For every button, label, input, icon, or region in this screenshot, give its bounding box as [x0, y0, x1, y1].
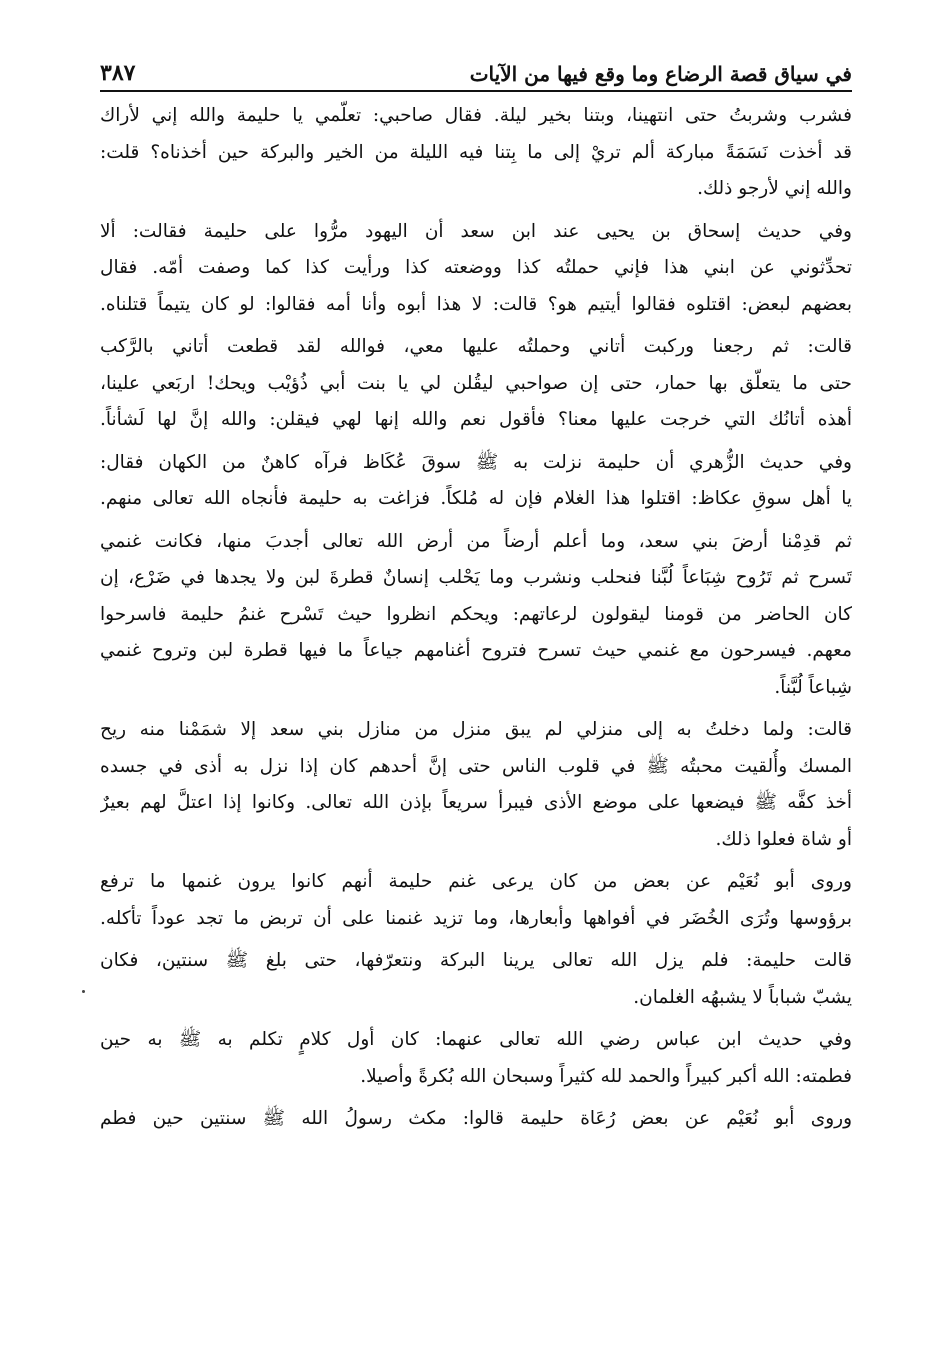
text-line: برؤوسها وتُرَى الخُضَر في أفواهها وأبعارها، وما تزيد غنمنا على أن تربض ما تجد عوداً تأكله. [100, 907, 852, 929]
paragraph [100, 864, 852, 937]
page-body [100, 98, 852, 1138]
text-line: وروى أبو نُعَيْم عن بعض من كان يرعى غنم حليمة أنهم كانوا يرون غنمها ما ترفع [100, 871, 852, 892]
text-line: حتى ما يتعلّق بها حمار، حتى إن صواحبي ليقُلن لي يا بنت أبي ذُؤيْب ويحك! اربَعي علينا، [100, 372, 852, 394]
text-line: شِباعاً لُبَّناً. [774, 676, 852, 698]
text-line: فطمته: الله أكبر كبيراً والحمد لله كثيراً وسبحان الله بُكرةً وأصيلا. [360, 1065, 852, 1087]
text-line: ثم قدِمْنا أرضَ بني سعد، وما أعلم أرضاً من أرض الله تعالى أجدبَ منها، فكانت غنمي [100, 530, 852, 552]
text-line: يا أهل سوقِ عكاظ: اقتلوا هذا الغلام فإن له مُلكاً. فزاغت به حليمة فأنجاه الله تعالى منهم. [100, 488, 852, 509]
text-line: بعضهم لبعض: اقتلوه فقالوا أيتيم هو؟ قالت: لا هذا أبوه وأنا أمه فقالوا: لو كان يتيماً قتلناه. [100, 293, 852, 315]
text-line: المسك وأُلقيت محبتُه ﷺ في قلوب الناس حتى إنَّ أحدهم كان إذا نزل به أذى في جسده [100, 755, 852, 777]
paragraph [100, 1101, 852, 1138]
text-line: تَسرح ثم تَرُوح شِبَاعاً لُبَّنا فنحلب ونشرب وما يَحْلب إنسانٌ قطرةَ لبن ولا يجدها في ضَرْع، إن [100, 567, 852, 588]
paragraph [100, 329, 852, 439]
text-line: معهم. فيسرحون مع غنمي حيث تسرح فتروح أغنامهم جياعاً ما فيها قطرة لبن وتروح غنمي [100, 640, 852, 661]
text-line: قالت: ولما دخلتُ به إلى منزلي لم يبق منزل من منازل بني سعد إلا شمَمْنا منه ريح [100, 719, 852, 740]
text-line: يشبّ شباباً لا يشبهُه الغلمان. [633, 986, 852, 1008]
text-line: تحدِّثوني عن ابني هذا فإني حملتُه كذا ووضعته كذا ورأيت كذا كما وصفت أمّه. فقال [100, 257, 852, 278]
paragraph [100, 98, 852, 208]
paragraph [100, 524, 852, 707]
text-line: قالت حليمة: فلم يزل الله تعالى يرينا البركة ونتعرّفها، حتى بلغ ﷺ سنتين، فكان [100, 950, 852, 971]
text-line: فشرب وشربتُ حتى انتهينا، وبتنا بخير ليلة. فقال صاحبي: تعلّمي يا حليمة والله إني لأراك [100, 105, 852, 126]
text-line: والله إني لأرجو ذلك. [697, 178, 852, 199]
paragraph [100, 445, 852, 518]
text-line: قالت: ثم رجعنا وركبت أتاني وحملتُه عليها معي، فوالله لقد قطعت أتاني بالرَّكب [100, 336, 852, 357]
text-line: وروى أبو نُعَيْم عن بعض رُعَاة حليمة قالوا: مكث رسولُ الله ﷺ سنتين حين فطم [100, 1108, 852, 1129]
running-header [100, 52, 852, 92]
paragraph [100, 1022, 852, 1095]
text-line: أهذه أتانُك التي خرجت عليها معنا؟ فأقول نعم والله إنها لهي فيقلن: والله إنَّ لها لَشأناً. [100, 409, 852, 430]
text-line: أخذ كفَّه ﷺ فيضعها على موضع الأذى فيبرأ سريعاً بإذن الله تعالى. وكانوا إذا اعتلَّ لهم بعيرٌ [100, 792, 852, 813]
text-line: كان الحاضر من قومنا ليقولون لرعاتهم: ويحكم انظروا حيث تَسْرح غنمُ حليمة فاسرحوا [100, 603, 852, 625]
paragraph [100, 712, 852, 858]
text-line: وفي حديث ابن عباس رضي الله تعالى عنهما: كان أول كلامٍ تكلم به ﷺ به حين [100, 1029, 852, 1050]
page-number: ٣٨٧ [100, 60, 136, 86]
page [100, 52, 852, 1144]
text-line: وفي حديث إسحاق بن يحيى عند ابن سعد أن اليهود مرُّوا على حليمة فقالت: ألا [100, 220, 852, 242]
margin-speck [82, 990, 85, 993]
paragraph [100, 943, 852, 1016]
header-title: في سياق قصة الرضاع وما وقع فيها من الآيات [469, 62, 852, 86]
text-line: وفي حديث الزُّهري أن حليمة نزلت به ﷺ سوقَ عُكَاظ فرآه كاهنٌ من الكهان فقال: [100, 451, 852, 473]
paragraph [100, 214, 852, 324]
text-line: أو شاة فعلوا ذلك. [715, 828, 852, 850]
text-line: قد أخذت نَسَمَةً مباركة ألم تريْ إلى ما بِتنا فيه الليلة من الخير والبركة حين أخذناه؟ قلت: [100, 141, 852, 163]
